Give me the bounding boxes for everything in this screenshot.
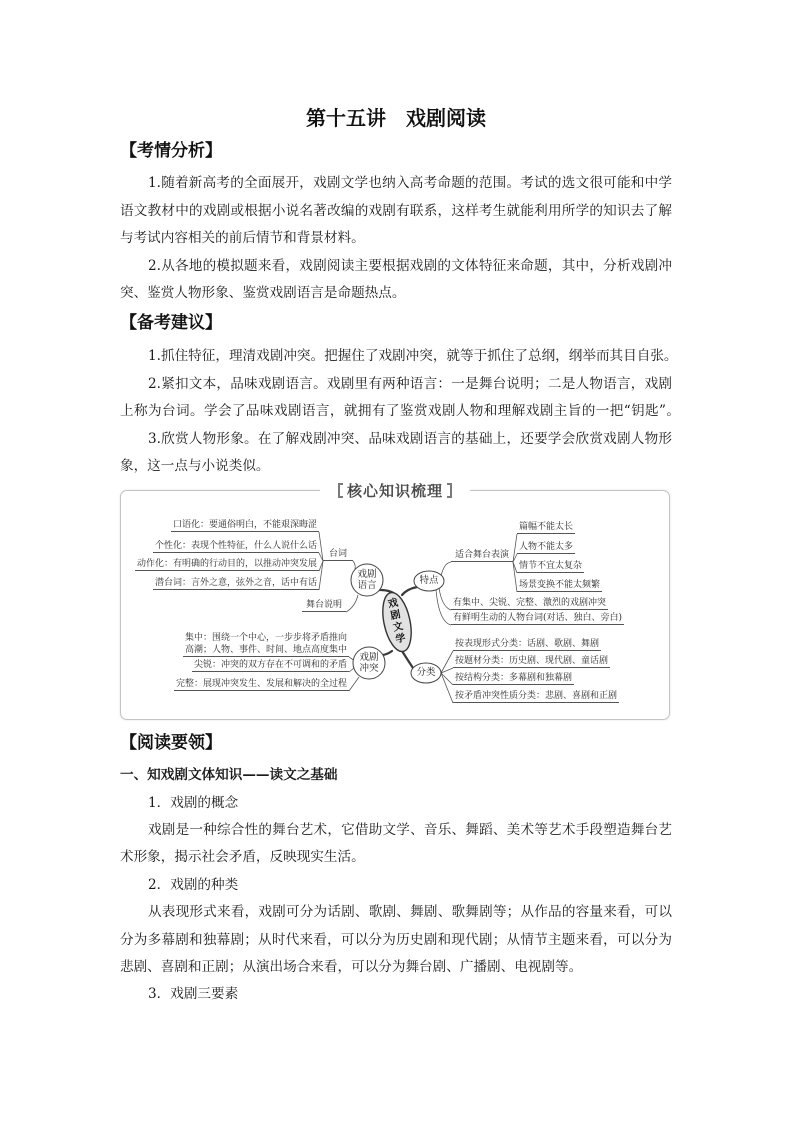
- reading-s1-line-1: 戏剧是一种综合性的舞台艺术，它借助文学、音乐、舞蹈、美术等艺术手段塑造舞台艺: [148, 822, 672, 838]
- conflict-item-complete: 完整：展现冲突发生、发展和解决的全过程: [175, 679, 347, 689]
- stage-fit-item-plot: 情节不宜太复杂: [519, 561, 583, 571]
- branch-center-categories: [402, 651, 413, 668]
- reading-s2-line-1: 从表现形式来看，戏剧可分为话剧、歌剧、舞剧、歌舞剧等；从作品的容量来看，可以: [148, 904, 672, 920]
- reading-s1-line-2: 术形象，揭示社会矛盾，反映现实生活。: [120, 849, 365, 865]
- analysis-p1-line-2: 语文教材中的戏剧或根据小说名著改编的戏剧有联系，这样考生就能利用所学的知识去了解: [120, 203, 672, 219]
- mind-map-title: [320, 480, 470, 500]
- dialogue-item-colloquial: 口语化：要通俗明白，不能艰深晦涩: [172, 520, 317, 530]
- dialogue-item-individual: 个性化：表现个性特征，什么人说什么话: [154, 541, 317, 551]
- category-by-form: 按表现形式分类：话剧、歌剧、舞剧: [455, 639, 600, 649]
- reading-s2-title: 2．戏剧的种类: [148, 877, 239, 893]
- connector-features-conflict: [439, 588, 451, 610]
- language-node-label: 戏剧语言: [357, 569, 377, 591]
- section-heading-analysis: 【考情分析】: [120, 141, 222, 161]
- category-by-structure: 按结构分类：多幕剧和独幕剧: [455, 673, 573, 683]
- conflict-node-label: 戏剧冲突: [359, 652, 379, 674]
- connector-conflict-2: [349, 668, 354, 672]
- conflict-item-concentrated: [183, 632, 349, 657]
- right-bracket-decoration: [447, 483, 452, 498]
- stage-fit-item-scenes: 场景变换不能太频繁: [519, 580, 601, 590]
- branch-center-conflict: [383, 651, 392, 655]
- connector-categories-3: [441, 673, 453, 685]
- features-node-label: 特点: [419, 575, 439, 586]
- feature-dialogue: 有鲜明生动的人物台词(对话、独白、旁白): [453, 613, 623, 623]
- connector-features-dialogue: [436, 590, 451, 625]
- advice-p2-line-1: 2.紧扣文本，品味戏剧语言。戏剧里有两种语言：一是舞台说明；二是人物语言，戏剧: [148, 376, 672, 392]
- center-node-label: 戏剧文学: [387, 597, 407, 646]
- section-heading-advice: 【备考建议】: [120, 313, 222, 333]
- feature-conflict: 有集中、尖锐、完整、激烈的戏剧冲突: [453, 598, 607, 608]
- feature-stage-fit: 适合舞台表演: [451, 549, 513, 562]
- advice-p2-line-2: 上称为台词。学会了品味戏剧语言，就拥有了鉴赏戏剧人物和理解戏剧主旨的一把“钥匙”。: [120, 403, 680, 419]
- analysis-p1-line-3: 与考试内容相关的前后情节和背景材料。: [120, 230, 365, 246]
- stage-fit-item-characters: 人物不能太多: [519, 542, 574, 552]
- reading-s2-line-2: 分为多幕剧和独幕剧；从时代来看，可以分为历史剧和现代剧；从情节主题来看，可以分为: [120, 932, 672, 948]
- connector-features-stagefit: [441, 562, 451, 576]
- analysis-p2-line-2: 突、鉴赏人物形象、鉴赏戏剧语言是命题热点。: [120, 285, 406, 301]
- advice-p3-line-2: 象，这一点与小说类似。: [120, 458, 270, 474]
- reading-part1-heading: 一、知戏剧文体知识——读文之基础: [120, 767, 338, 783]
- analysis-p1-line-1: 1.随着新高考的全面展开，戏剧文学也纳入高考命题的范围。考试的选文很可能和中学: [148, 175, 672, 191]
- stage-direction-node: 舞台说明: [302, 599, 346, 612]
- conflict-item-concentrated-line-1: 集中：围绕一个中心，一步步将矛盾推向: [184, 633, 347, 643]
- category-by-subject: 按题材分类：历史剧、现代剧、童话剧: [455, 656, 609, 666]
- conflict-item-sharp: 尖锐：冲突的双方存在不可调和的矛盾: [193, 660, 347, 670]
- connector-categories-4: [441, 673, 453, 703]
- conflict-item-concentrated-line-2: 高潮；人物、事件、时间、地点高度集中: [184, 645, 347, 655]
- reading-s3-title: 3．戏剧三要素: [148, 986, 239, 1002]
- page-title: 第十五讲 戏剧阅读: [306, 106, 486, 130]
- advice-p3-line-1: 3.欣赏人物形象。在了解戏剧冲突、品味戏剧语言的基础上，还要学会欣赏戏剧人物形: [148, 431, 672, 447]
- reading-s2-line-3: 悲剧、喜剧和正剧；从演出场合来看，可以分为舞台剧、广播剧、电视剧等。: [120, 959, 583, 975]
- section-heading-reading: 【阅读要领】: [120, 733, 222, 753]
- reading-s1-title: 1．戏剧的概念: [148, 795, 239, 811]
- connector-categories-1: [441, 651, 453, 673]
- branch-center-features: [402, 587, 417, 595]
- connector-stage-language: [346, 595, 358, 612]
- dialogue-item-subtext: 潜台词：言外之意，弦外之音，话中有话: [154, 578, 317, 588]
- category-by-conflict: 按矛盾冲突性质分类：悲剧、喜剧和正剧: [455, 691, 618, 701]
- advice-p1-line-1: 1.抓住特征，理清戏剧冲突。把握住了戏剧冲突，就等于抓住了总纲，纲举而其目自张。: [148, 348, 678, 364]
- categories-node-label: 分类: [416, 667, 436, 678]
- stage-fit-item-length: 篇幅不能太长: [519, 522, 574, 532]
- dialogue-node: 台词: [323, 548, 353, 561]
- knowledge-mind-map: [120, 481, 670, 720]
- dialogue-item-action: 动作化：有明确的行动目的，以推动冲突发展: [136, 559, 317, 569]
- connector-conflict-3: [349, 677, 359, 691]
- mind-map-title-text: 核心知识梳理: [346, 481, 443, 500]
- analysis-p2-line-1: 2.从各地的模拟题来看，戏剧阅读主要根据戏剧的文体特征来命题，其中，分析戏剧冲: [148, 258, 672, 274]
